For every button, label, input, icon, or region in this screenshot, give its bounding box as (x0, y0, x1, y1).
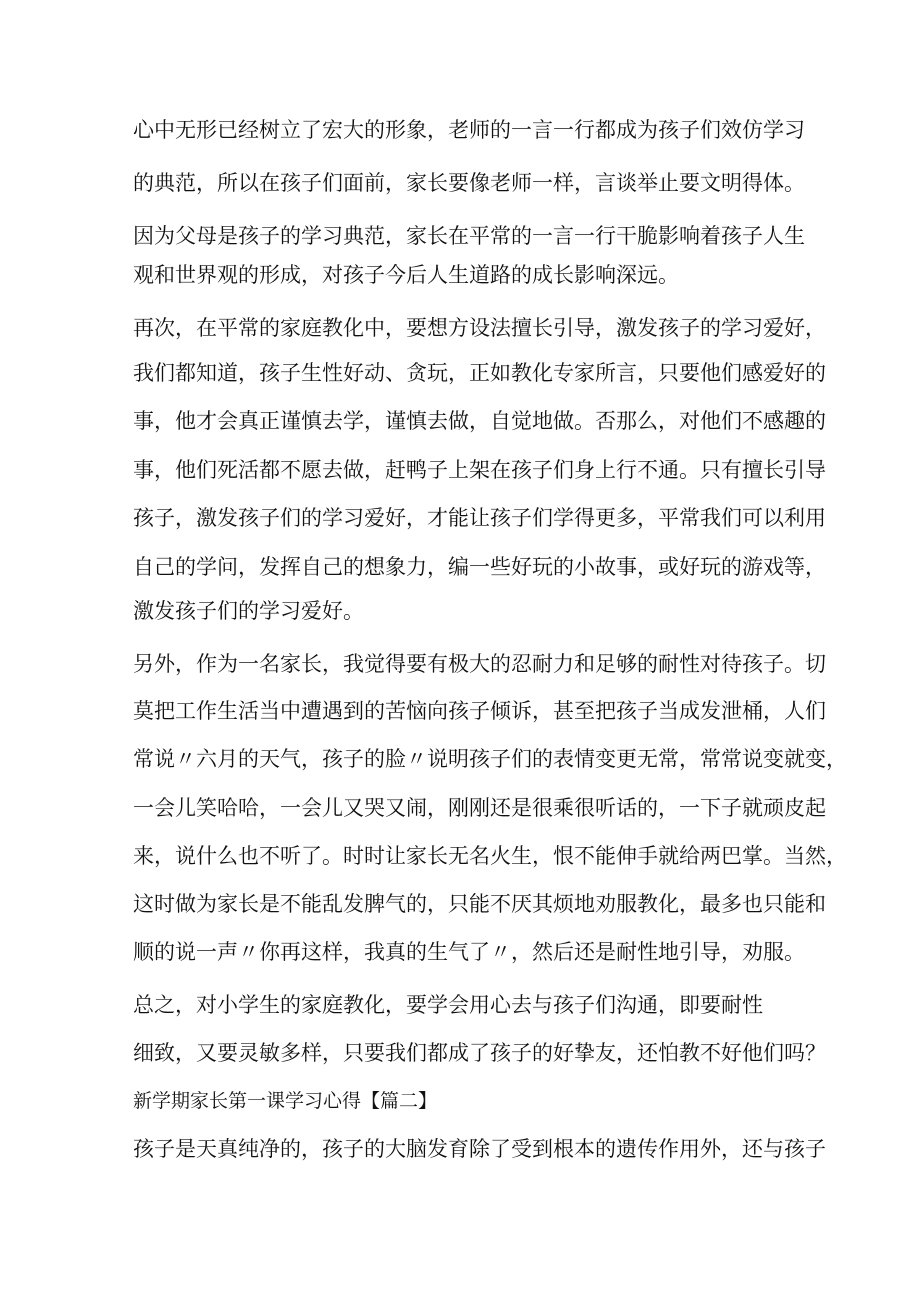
text-line: 的典范，所以在孩子们面前，家长要像老师一样，言谈举止要文明得体。 (133, 171, 805, 195)
text-line: 总之，对小学生的家庭教化，要学会用心去与孩子们沟通，即要耐性 (133, 993, 763, 1017)
text-line: 常说〃六月的天气，孩子的脸〃说明孩子们的表情变更无常，常常说变就变， (133, 747, 847, 771)
text-line: 心中无形已经树立了宏大的形象，老师的一言一行都成为孩子们效仿学习 (133, 118, 805, 142)
text-line: 观和世界观的形成，对孩子今后人生道路的成长影响深远。 (133, 263, 679, 287)
text-line: 顺的说一声〃你再这样，我真的生气了〃，然后还是耐性地引导，劝服。 (133, 940, 805, 964)
text-line: 莫把工作生活当中遭遇到的苦恼向孩子倾诉，甚至把孩子当成发泄桶，人们 (133, 699, 826, 723)
text-line: 来，说什么也不听了。时时让家长无名火生，恨不能伸手就给两巴掌。当然， (133, 844, 847, 868)
text-line: 事，他们死活都不愿去做，赶鸭子上架在孩子们身上行不通。只有擅长引导 (133, 458, 826, 482)
text-line: 我们都知道，孩子生性好动、贪玩，正如教化专家所言，只要他们感爱好的 (133, 361, 826, 385)
text-line: 一会儿笑哈哈，一会儿又哭又闹，刚刚还是很乘很听话的，一下子就顽皮起 (133, 796, 826, 820)
text-line: 孩子是天真纯净的，孩子的大脑发育除了受到根本的遗传作用外，还与孩子 (133, 1137, 826, 1161)
text-line: 再次，在平常的家庭教化中，要想方设法擅长引导，激发孩子的学习爱好， (133, 316, 826, 340)
section-heading: 新学期家长第一课学习心得【篇二】 (133, 1090, 438, 1112)
text-line: 事，他才会真正谨慎去学，谨慎去做，自觉地做。否那么，对他们不感趣的 (133, 409, 826, 433)
text-line: 激发孩子们的学习爱好。 (133, 599, 364, 623)
text-line: 这时做为家长是不能乱发脾气的，只能不厌其烦地劝服教化，最多也只能和 (133, 892, 826, 916)
text-line: 因为父母是孩子的学习典范，家长在平常的一言一行干脆影响着孩子人生 (133, 224, 805, 248)
text-line: 细致，又要灵敏多样，只要我们都成了孩子的好挚友，还怕教不好他们吗？ (133, 1041, 826, 1065)
text-line: 孩子，激发孩子们的学习爱好，才能让孩子们学得更多，平常我们可以利用 (133, 506, 826, 530)
text-line: 另外，作为一名家长，我觉得要有极大的忍耐力和足够的耐性对待孩子。切 (133, 652, 826, 676)
text-line: 自己的学问，发挥自己的想象力，编一些好玩的小故事，或好玩的游戏等， (133, 555, 826, 579)
